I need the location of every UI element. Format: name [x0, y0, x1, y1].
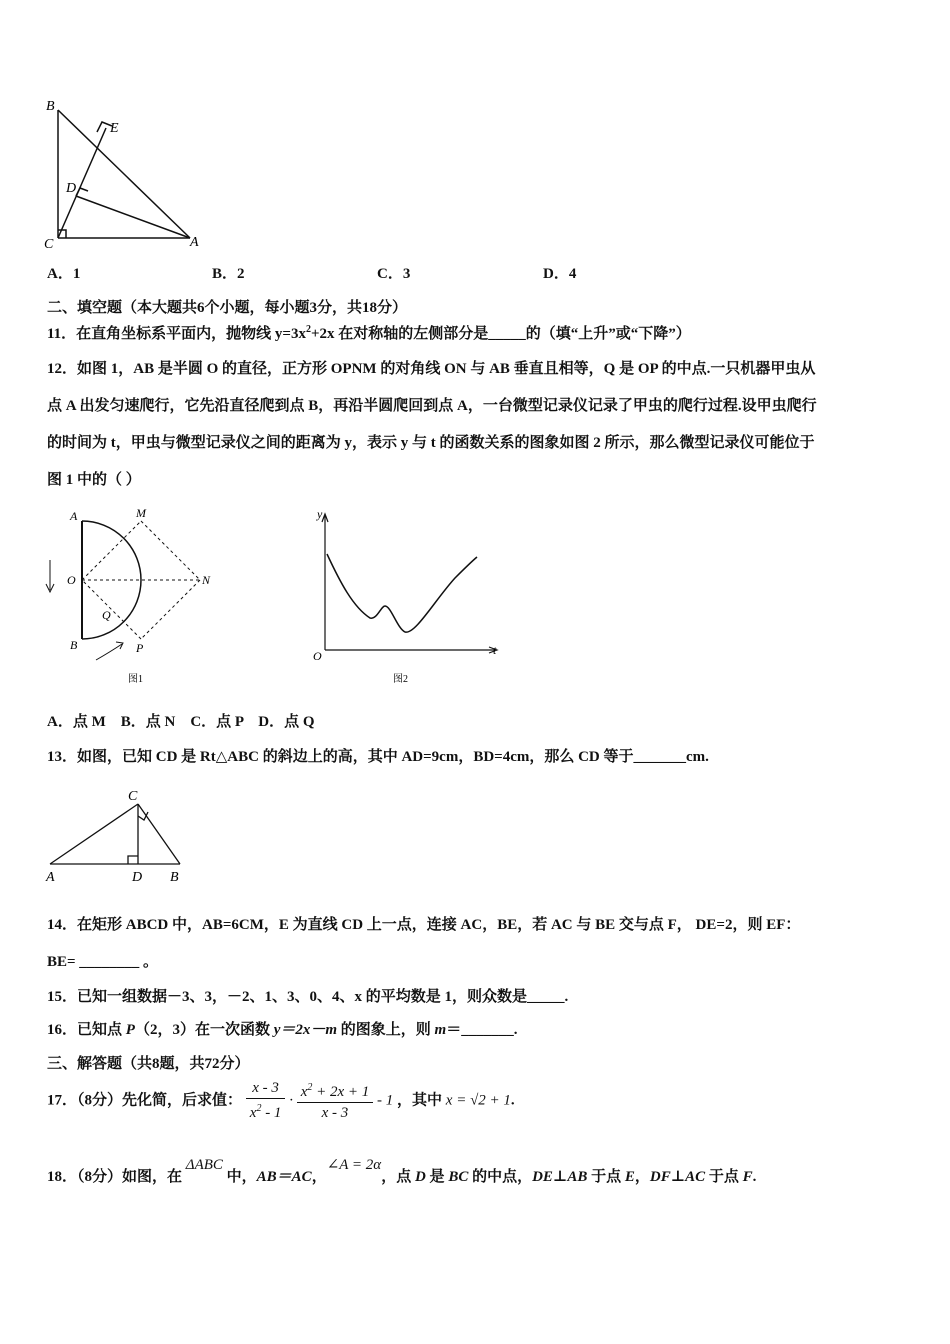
square-side-np	[141, 580, 200, 639]
question-12-line4: 图 1 中的（ ）	[47, 472, 141, 488]
label-m: M	[136, 506, 146, 520]
square-side-om	[82, 521, 141, 580]
q10-option-b: B．2	[212, 266, 245, 282]
section2-header: 二、填空题（本大题共6个小题，每小题3分，共18分）	[47, 300, 408, 316]
fraction-1: $\frac{x - 3}{x^2 - 1}$	[246, 1078, 286, 1123]
question-15: 15．已知一组数据－3、3，－2、1、3、0、4、x 的平均数是 1，则众数是_____.	[47, 989, 569, 1005]
label-q: Q	[102, 608, 111, 622]
q12-figure1	[40, 502, 225, 692]
fraction-2: $\frac{x^2 + 2x + 1}{x - 3}$	[297, 1078, 374, 1123]
function-curve	[327, 554, 477, 632]
label-c: C	[44, 237, 54, 252]
square-side-po	[82, 580, 141, 639]
question-12-line2: 点 A 出发匀速爬行，它先沿直径爬到点 B，再沿半圆爬回到点 A，一台微型记录仪记录了甲虫的爬行过程.设甲虫爬行	[47, 398, 817, 414]
side-ac	[50, 804, 138, 864]
label-t: t	[493, 643, 497, 657]
fig2-caption: 图2	[393, 674, 408, 685]
label-n: N	[202, 573, 211, 587]
right-angle-d	[76, 188, 88, 196]
right-angle-d	[128, 856, 138, 864]
label-d: D	[66, 181, 77, 196]
side-ba	[58, 110, 190, 238]
q10-option-a: A．1	[47, 266, 81, 282]
q10-option-d: D．4	[543, 266, 577, 282]
label-y: y	[317, 507, 323, 521]
question-12-line1: 12．如图 1，AB 是半圆 O 的直径，正方形 OPNM 的对角线 ON 与 AB 垂直且相等，Q 是 OP 的中点.一只机器甲虫从	[47, 361, 816, 377]
label-b: B	[170, 870, 179, 885]
q10-figure	[40, 92, 210, 257]
question-12-line3: 的时间为 t，甲虫与微型记录仪之间的距离为 y，表示 y 与 t 的函数关系的图象如图 2 所示，那么微型记录仪可能位于	[47, 435, 815, 451]
question-16: 16．已知点 P（2，3）在一次函数 y＝2x－m 的图象上，则 m＝_______.	[47, 1022, 518, 1038]
question-12-options: A．点 M B．点 N C．点 P D．点 Q	[47, 714, 315, 730]
label-o: O	[67, 573, 76, 587]
label-d: D	[132, 870, 143, 885]
side-cb	[138, 804, 180, 864]
question-14-line2: BE= ________ 。	[47, 954, 159, 970]
segment-da	[76, 196, 190, 238]
q12-figure2	[305, 502, 505, 692]
label-origin: O	[313, 649, 322, 663]
label-a: A	[70, 509, 78, 523]
question-11: 11．在直角坐标系平面内，抛物线 $y=3x^2+2x$ 在对称轴的左侧部分是_____的（填“上升”或“下降”）	[47, 324, 691, 342]
curved-arrow	[96, 644, 122, 660]
question-18: 18．（8分）如图，在 ΔABC 中，AB＝AC，∠A = 2α，点 D 是 BC 的中点，DE⊥AB 于点 E，DF⊥AC 于点 F.	[47, 1157, 757, 1185]
fig1-caption: 图1	[128, 674, 143, 685]
label-a: A	[46, 870, 55, 885]
sqrt-expression: √2	[470, 1092, 486, 1109]
q10-option-c: C．3	[377, 266, 411, 282]
label-b: B	[70, 638, 78, 652]
question-14-line1: 14．在矩形 ABCD 中，AB=6CM，E 为直线 CD 上一点，连接 AC，BE，若 AC 与 BE 交与点 F， DE=2，则 EF：	[47, 917, 801, 933]
question-13: 13．如图，已知 CD 是 Rt△ABC 的斜边上的高，其中 AD=9cm，BD=4cm，那么 CD 等于_______cm.	[47, 749, 709, 765]
q13-figure	[40, 786, 200, 886]
square-side-mn	[141, 521, 200, 580]
label-c: C	[128, 789, 138, 804]
label-p: P	[136, 641, 144, 655]
right-angle-c	[138, 812, 148, 820]
label-b: B	[46, 99, 55, 114]
label-a: A	[190, 235, 199, 250]
section3-header: 三、解答题（共8题，共72分）	[47, 1056, 250, 1072]
label-e: E	[110, 121, 119, 136]
question-17: 17．（8分）先化简，后求值： $\frac{x - 3}{x^2 - 1}$ · $\frac{x^2 + 2x + 1}{x - 3}$ - 1 ，其中 x = √2 + 1.	[47, 1080, 515, 1121]
